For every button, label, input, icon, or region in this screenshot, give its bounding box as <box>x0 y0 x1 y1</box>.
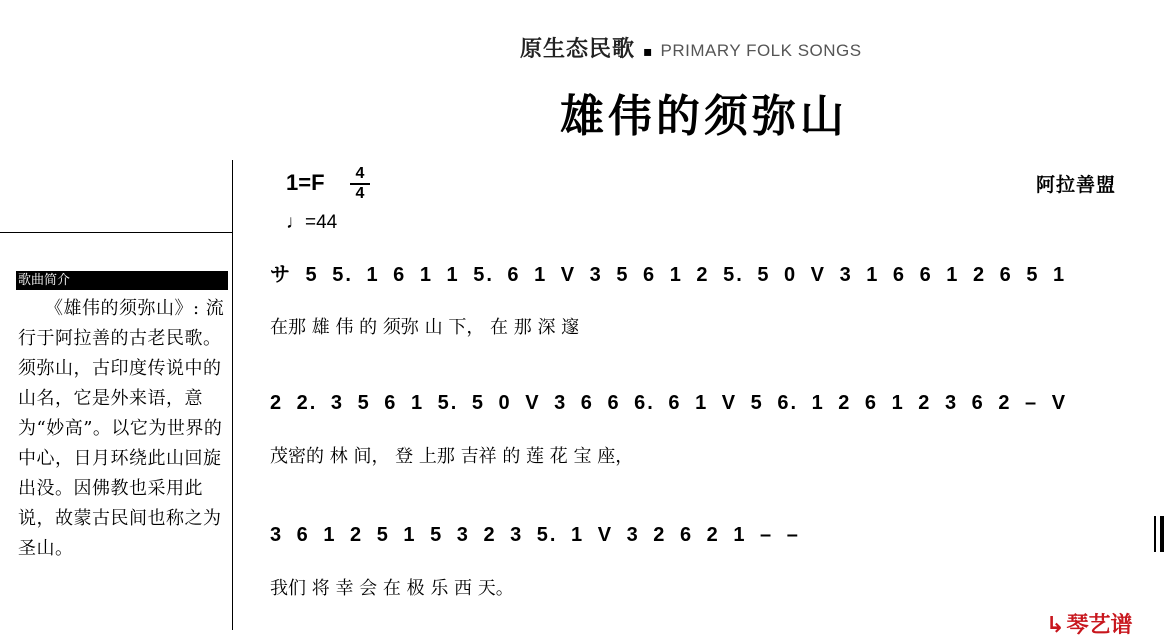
tempo-marking: ♩=44 <box>286 212 338 233</box>
song-origin: 阿拉善盟 <box>1036 174 1117 196</box>
notes-row-1: サ 5 5. 1 6 1 1 5. 6 1 V 3 5 6 1 2 5. 5 0 V 3 1 6 6 1 2 6 5 1 <box>270 264 1067 286</box>
lyric-row-3: 我们 将 幸 会 在 极 乐 西 天。 <box>270 578 514 599</box>
logo-mark-icon: ↳ <box>1046 613 1065 638</box>
logo-text: 琴艺谱 <box>1066 613 1133 638</box>
song-title: 雄伟的须弥山 <box>560 91 848 142</box>
category-label: 原生态民歌 <box>520 37 636 62</box>
intro-text: 《雄伟的须弥山》: 流行于阿拉善的古老民歌。须弥山，古印度传说中的山名，它是外来语，意为“妙高”。以它为世界的中心，日月环绕此山回旋出没。因佛教也采用此说，故蒙古民间也称之为圣山。 <box>18 298 225 559</box>
sidebar-top-rule <box>0 232 232 233</box>
time-bottom: 4 <box>355 185 365 202</box>
lyric-row-1: 在那 雄 伟 的 须弥 山 下， 在 那 深 邃 <box>270 317 580 338</box>
lyric-row-2: 茂密的 林 间， 登 上那 吉祥 的 莲 花 宝 座， <box>270 446 634 467</box>
time-top: 4 <box>355 165 365 182</box>
sidebar-divider <box>232 160 233 630</box>
site-logo <box>1046 608 1132 639</box>
section-header <box>520 32 862 63</box>
notes-row-3: 3 6 1 2 5 1 5 3 2 3 5. 1 V 3 2 6 2 1 – – <box>270 524 800 546</box>
time-signature <box>350 166 370 202</box>
notes-row-2: 2 2. 3 5 6 1 5. 5 0 V 3 6 6 6. 6 1 V 5 6. 1 2 6 1 2 3 6 2 – V <box>270 392 1068 414</box>
category-english: PRIMARY FOLK SONGS <box>660 41 862 60</box>
final-barline <box>1136 516 1164 552</box>
separator-icon: ▪ <box>643 43 653 60</box>
key-signature: 1=F <box>286 170 325 195</box>
intro-heading: 歌曲简介 <box>16 271 228 290</box>
